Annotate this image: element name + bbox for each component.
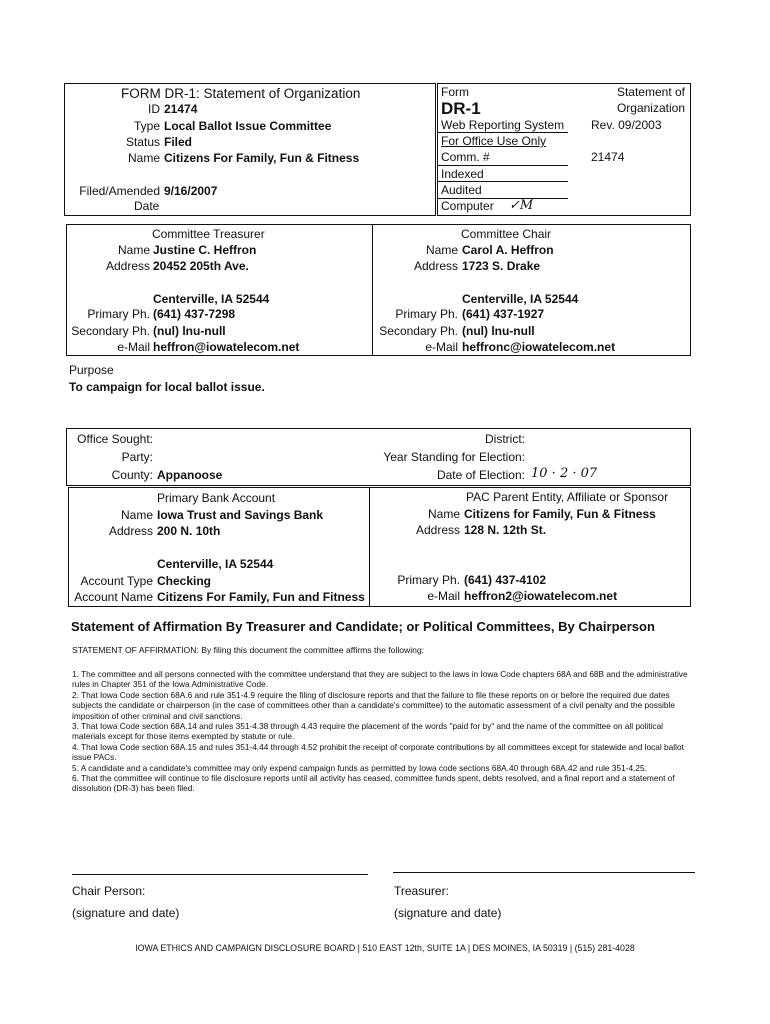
chair-signature-note: (signature and date) [72, 906, 180, 920]
office-use-label: For Office Use Only [441, 134, 547, 148]
treasurer-email: heffron@iowatelecom.net [153, 340, 300, 354]
indexed-underline [438, 181, 568, 182]
treasurer-signature-label: Treasurer: [394, 884, 449, 898]
chair-email: heffronc@iowatelecom.net [462, 340, 616, 354]
party-label: Party: [121, 450, 153, 464]
treasurer-address: 20452 205th Ave. [153, 259, 249, 273]
chair-name: Carol A. Heffron [462, 243, 554, 257]
name-label: Name [127, 151, 160, 165]
county-label: County: [111, 468, 153, 482]
treasurer-signature-note: (signature and date) [394, 906, 502, 920]
chair-address-label: Address [413, 259, 458, 273]
pac-name: Citizens for Family, Fun & Fitness [464, 507, 656, 521]
type-label: Type [133, 119, 160, 133]
bank-city: Centerville, IA 52544 [157, 557, 274, 571]
affirmation-item: 1. The committee and all persons connected with the committee understand that they are subject to the laws in Iowa Code chapters 68A and 68B and the administrative rules in Chapter 351 of the Iowa Administrative Code. [72, 669, 688, 690]
affirmation-item: 6. That the committee will continue to file disclosure reports until all activity has ceased, committee funds spent, debts resolved, and a final report and a statement of dissolution (DR-3) has been filed. [72, 773, 675, 794]
bank-name: Iowa Trust and Savings Bank [157, 508, 324, 522]
chair-signature-line [72, 874, 368, 875]
chair-address: 1723 S. Drake [462, 259, 541, 273]
form-code: DR-1 [441, 99, 481, 118]
pac-heading: PAC Parent Entity, Affiliate or Sponsor [466, 490, 669, 504]
computer-initials: ✓M [509, 198, 534, 213]
chair-secondary-label: Secondary Ph. [379, 324, 458, 338]
affirmation-intro: STATEMENT OF AFFIRMATION: By filing this document the committee affirms the following: [72, 645, 425, 655]
purpose-text: To campaign for local ballot issue. [69, 380, 265, 394]
pac-email-label: e-Mail [427, 589, 460, 603]
filed-label: Filed/Amended [79, 184, 160, 198]
bank-heading: Primary Bank Account [157, 491, 276, 505]
statement-of-label: Statement of [616, 85, 685, 99]
affirmation-item: 2. That Iowa Code section 68A.6 and rule 351-4.9 require the filing of disclosure reports and that the failure to file these reports on or before the required due dates subjects the candidate or chairperson (in the case of committees other than a candidate's committee) to the automatic assessment of a civil penalty and the possible imposition of other criminal and civil sanctions. [72, 689, 675, 721]
chair-secondary: (nul) lnu-null [462, 324, 535, 338]
affirmation-item: 5. A candidate and a candidate's committee may only expend campaign funds as permitted by Iowa code sections 68A.40 through 68A.42 and rule 351-4.25. [72, 762, 647, 773]
name-value: Citizens For Family, Fun & Fitness [164, 151, 360, 165]
form-divider [438, 132, 568, 133]
account-name: Citizens For Family, Fun and Fitness [157, 590, 365, 604]
pac-email: heffron2@iowatelecom.net [464, 589, 618, 603]
treasurer-secondary: (nul) lnu-null [153, 324, 226, 338]
treasurer-name-label: Name [117, 243, 150, 257]
treasurer-heading: Committee Treasurer [152, 227, 265, 241]
date-election-value: 10 · 2 · 07 [531, 466, 598, 481]
account-name-label: Account Name [74, 590, 153, 604]
pac-address: 128 N. 12th St. [464, 523, 547, 537]
date-election-label: Date of Election: [436, 468, 525, 482]
chair-primary-label: Primary Ph. [395, 307, 458, 321]
pac-name-label: Name [427, 507, 460, 521]
organization-label: Organization [616, 101, 685, 115]
treasurer-primary: (641) 437-7298 [153, 307, 236, 321]
bank-name-label: Name [120, 508, 153, 522]
treasurer-primary-label: Primary Ph. [87, 307, 150, 321]
affirmation-item: 4. That Iowa Code section 68A.15 and rules 351-4.44 through 4.52 prohibit the receipt of corporate contributions by all committees except for statewide and local ballot issue PACs. [72, 741, 684, 763]
year-standing-label: Year Standing for Election: [383, 450, 525, 464]
id-label: ID [148, 102, 160, 116]
status-value: Filed [164, 135, 193, 149]
affirmation-title: Statement of Affirmation By Treasurer and Candidate; or Political Committees, By Chairperson [71, 619, 655, 634]
county-value: Appanoose [157, 468, 223, 482]
treasurer-email-label: e-Mail [117, 340, 150, 354]
treasurer-name: Justine C. Heffron [153, 243, 257, 257]
audited-label: Audited [441, 183, 482, 197]
chair-name-label: Name [425, 243, 458, 257]
treasurer-secondary-label: Secondary Ph. [71, 324, 150, 338]
account-type-label: Account Type [80, 574, 153, 588]
footer: IOWA ETHICS AND CAMPAIGN DISCLOSURE BOARD | 510 EAST 12th, SUITE 1A | DES MOINES, IA 50319 | (515) 281-4028 [135, 943, 635, 953]
pac-primary-label: Primary Ph. [397, 573, 460, 587]
rev-label: Rev. 09/2003 [591, 118, 662, 132]
office-sought-label: Office Sought: [77, 432, 153, 446]
bank-address: 200 N. 10th [157, 524, 221, 538]
pac-primary: (641) 437-4102 [464, 573, 547, 587]
indexed-label: Indexed [441, 167, 484, 181]
filed-value: 9/16/2007 [164, 184, 218, 198]
comm-underline [438, 165, 568, 166]
status-label: Status [125, 135, 160, 149]
pac-address-label: Address [415, 523, 460, 537]
purpose-label: Purpose [69, 363, 114, 377]
computer-label: Computer [441, 199, 494, 213]
chair-heading: Committee Chair [461, 227, 552, 241]
treasurer-signature-line [393, 872, 695, 873]
treasurer-address-label: Address [105, 259, 150, 273]
affirmation-item: 3. That Iowa Code section 68A.14 and rules 351-4.38 through 4.43 require the placement of the words "paid for by" and the name of the committee on all political materials except for those items exempted by statute or rule. [72, 721, 664, 742]
account-type: Checking [157, 574, 212, 588]
chair-city: Centerville, IA 52544 [462, 292, 579, 306]
chair-primary: (641) 437-1927 [462, 307, 545, 321]
chair-signature-label: Chair Person: [72, 884, 146, 898]
date-label: Date [134, 199, 160, 213]
bank-address-label: Address [108, 524, 153, 538]
comm-value: 21474 [591, 150, 625, 164]
form-title: FORM DR-1: Statement of Organization [121, 86, 361, 101]
type-value: Local Ballot Issue Committee [164, 119, 332, 133]
treasurer-city: Centerville, IA 52544 [153, 292, 270, 306]
district-label: District: [485, 432, 525, 446]
comm-label: Comm. # [441, 150, 490, 164]
form-label: Form [441, 85, 469, 99]
web-reporting-label: Web Reporting System [441, 118, 565, 132]
id-value: 21474 [164, 102, 198, 116]
affirmation-list [72, 669, 698, 794]
chair-email-label: e-Mail [425, 340, 458, 354]
